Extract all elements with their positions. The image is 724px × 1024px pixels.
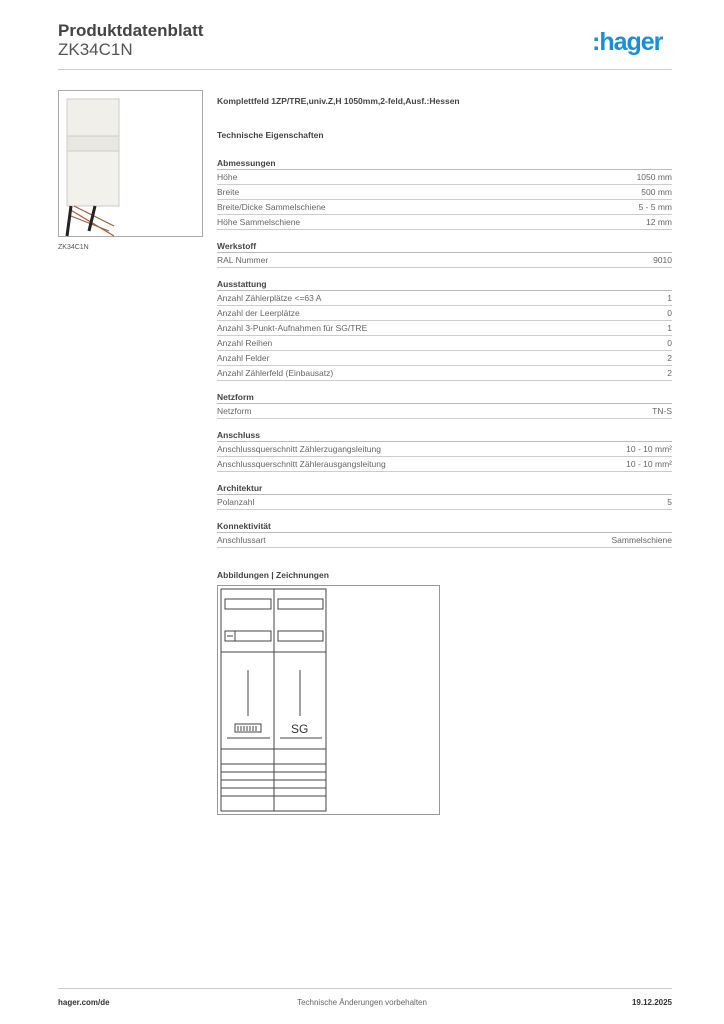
spec-label: Anzahl Felder xyxy=(217,353,270,363)
article-number: ZK34C1N xyxy=(58,40,133,59)
spec-value: 500 mm xyxy=(641,187,672,197)
section-heading: Architektur xyxy=(217,481,672,495)
spec-row xyxy=(217,351,672,366)
spec-value: 5 - 5 mm xyxy=(638,202,672,212)
footer-website-link[interactable]: hager.com/de xyxy=(58,998,110,1007)
spec-value: 1 xyxy=(667,323,672,333)
spec-content xyxy=(217,96,672,580)
spec-label: Höhe Sammelschiene xyxy=(217,217,301,227)
spec-label: RAL Nummer xyxy=(217,255,269,265)
spec-label: Breite xyxy=(217,187,240,197)
spec-value: Sammelschiene xyxy=(611,535,672,545)
spec-label: Anschlussquerschnitt Zählerausgangsleitung xyxy=(217,459,386,469)
spec-row xyxy=(217,457,672,472)
spec-section xyxy=(217,239,672,268)
spec-row xyxy=(217,533,672,548)
spec-section xyxy=(217,519,672,548)
spec-row xyxy=(217,495,672,510)
spec-row xyxy=(217,442,672,457)
spec-label: Netzform xyxy=(217,406,252,416)
drawings-heading: Abbildungen | Zeichnungen xyxy=(217,570,329,580)
spec-row xyxy=(217,215,672,230)
spec-section xyxy=(217,156,672,230)
image-caption: ZK34C1N xyxy=(58,244,89,251)
technical-drawing xyxy=(217,585,440,815)
section-heading: Anschluss xyxy=(217,428,672,442)
spec-row xyxy=(217,306,672,321)
spec-value: TN-S xyxy=(652,406,672,416)
hager-logo: :hager xyxy=(592,28,663,56)
product-image xyxy=(58,90,203,237)
spec-label: Polanzahl xyxy=(217,497,255,507)
spec-value: 2 xyxy=(667,368,672,378)
spec-value: 0 xyxy=(667,308,672,318)
spec-row xyxy=(217,291,672,306)
spec-section xyxy=(217,428,672,472)
spec-row xyxy=(217,170,672,185)
spec-row xyxy=(217,253,672,268)
spec-value: 5 xyxy=(667,497,672,507)
product-title: Komplettfeld 1ZP/TRE,univ.Z,H 1050mm,2-feld,Ausf.:Hessen xyxy=(217,96,460,106)
section-heading: Werkstoff xyxy=(217,239,672,253)
sg-label: SG xyxy=(291,722,309,736)
spec-value: 10 - 10 mm² xyxy=(626,444,672,454)
spec-label: Anschlussart xyxy=(217,535,266,545)
spec-label: Anzahl Reihen xyxy=(217,338,273,348)
spec-value: 1050 mm xyxy=(636,172,672,182)
spec-label: Anzahl Zählerplätze <=63 A xyxy=(217,293,322,303)
spec-value: 12 mm xyxy=(646,217,672,227)
spec-label: Anzahl 3-Punkt-Aufnahmen für SG/TRE xyxy=(217,323,368,333)
spec-label: Anzahl der Leerplätze xyxy=(217,308,300,318)
spec-row xyxy=(217,404,672,419)
spec-section xyxy=(217,277,672,381)
footer-disclaimer: Technische Änderungen vorbehalten xyxy=(297,998,427,1007)
spec-value: 2 xyxy=(667,353,672,363)
page-title: Produktdatenblatt xyxy=(58,21,204,40)
spec-label: Anschlussquerschnitt Zählerzugangsleitung xyxy=(217,444,381,454)
spec-section xyxy=(217,481,672,510)
footer-date: 19.12.2025 xyxy=(631,998,672,1007)
section-heading: Ausstattung xyxy=(217,277,672,291)
spec-row xyxy=(217,200,672,215)
spec-value: 9010 xyxy=(653,255,672,265)
spec-row xyxy=(217,321,672,336)
spec-section xyxy=(217,390,672,419)
header-divider xyxy=(58,69,672,70)
spec-row xyxy=(217,336,672,351)
spec-value: 10 - 10 mm² xyxy=(626,459,672,469)
spec-row xyxy=(217,185,672,200)
spec-value: 1 xyxy=(667,293,672,303)
spec-row xyxy=(217,366,672,381)
section-heading: Konnektivität xyxy=(217,519,672,533)
spec-label: Breite/Dicke Sammelschiene xyxy=(217,202,326,212)
footer-divider xyxy=(58,988,672,989)
tech-heading: Technische Eigenschaften xyxy=(217,130,324,140)
spec-value: 0 xyxy=(667,338,672,348)
spec-label: Anzahl Zählerfeld (Einbausatz) xyxy=(217,368,334,378)
section-heading: Netzform xyxy=(217,390,672,404)
section-heading: Abmessungen xyxy=(217,156,672,170)
spec-label: Höhe xyxy=(217,172,238,182)
